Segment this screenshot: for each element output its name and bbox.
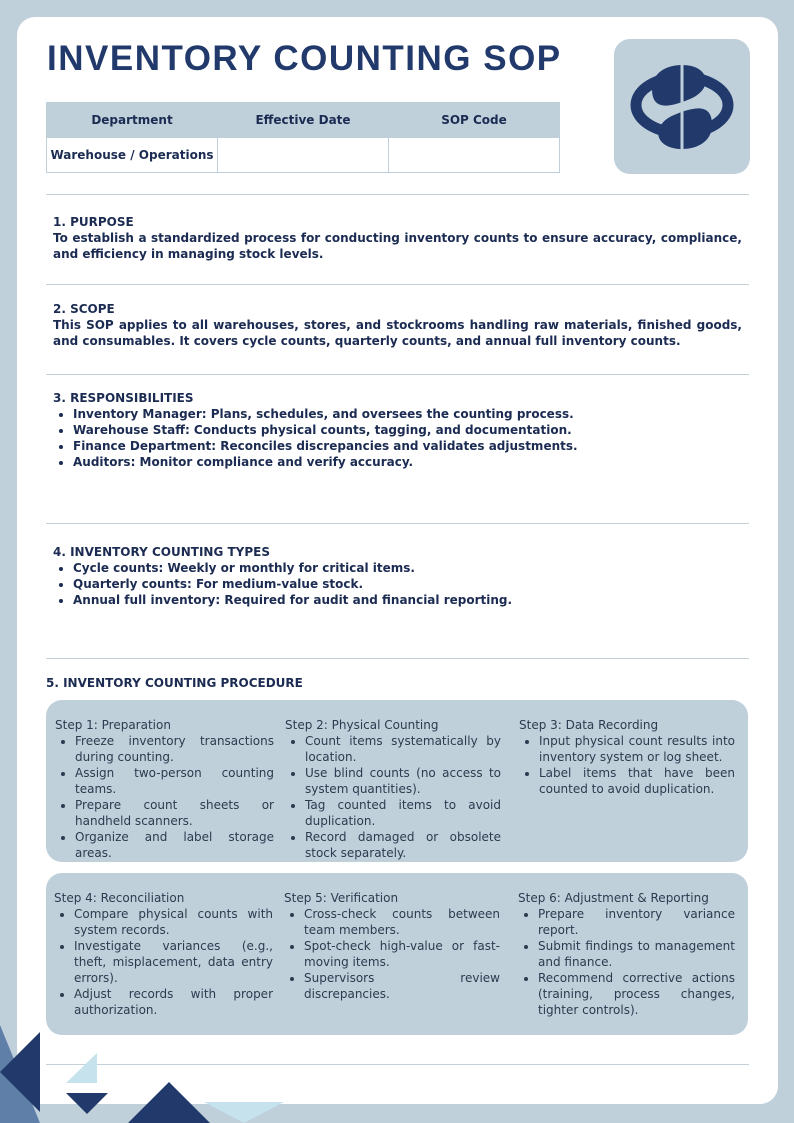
list-item: • Cycle counts: Weekly or monthly for critical items. xyxy=(73,560,742,576)
list-item: • Recommend corrective actions (training, process changes, tighter controls). xyxy=(538,970,735,1018)
page-title: INVENTORY COUNTING SOP xyxy=(47,39,562,78)
list-item: • Tag counted items to avoid duplication. xyxy=(305,797,501,829)
list-item: • Count items systematically by location. xyxy=(305,733,501,765)
list-item: • Label items that have been counted to avoid duplication. xyxy=(539,765,735,797)
list-item: • Cross-check counts between team members. xyxy=(304,906,500,938)
list-item: • Supervisors review discrepancies. xyxy=(304,970,500,1002)
triangle-shape xyxy=(128,1082,210,1123)
sop-code-header: SOP Code xyxy=(389,103,560,138)
list-item: • Compare physical counts with system records. xyxy=(74,906,273,938)
list-item: • Freeze inventory transactions during counting. xyxy=(75,733,274,765)
section-heading: 2. SCOPE xyxy=(53,302,115,316)
department-header: Department xyxy=(47,103,218,138)
section-heading: 4. INVENTORY COUNTING TYPES xyxy=(53,545,270,559)
list-item: • Spot-check high-value or fast-moving items. xyxy=(304,938,500,970)
step-title: Step 4: Reconciliation xyxy=(54,891,185,905)
list-item: • Submit findings to management and finance. xyxy=(538,938,735,970)
list-item: • Input physical count results into inventory system or log sheet. xyxy=(539,733,735,765)
list-item: • Prepare count sheets or handheld scanners. xyxy=(75,797,274,829)
list-item: • Organize and label storage areas. xyxy=(75,829,274,861)
step-title: Step 6: Adjustment & Reporting xyxy=(518,891,709,905)
list-item: • Adjust records with proper authorization. xyxy=(74,986,273,1018)
department-value: Warehouse / Operations xyxy=(47,138,218,173)
triangle-shape xyxy=(204,1102,284,1123)
step-title: Step 5: Verification xyxy=(284,891,399,905)
section-text: This SOP applies to all warehouses, stores, and stockrooms handling raw materials, finished goods, and consumables. It covers cycle counts, quarterly counts, and annual full inventory counts. xyxy=(53,318,742,348)
step-title: Step 3: Data Recording xyxy=(519,718,659,732)
list-item: • Annual full inventory: Required for audit and financial reporting. xyxy=(73,592,742,608)
step-title: Step 1: Preparation xyxy=(55,718,171,732)
list-item: • Finance Department: Reconciles discrepancies and validates adjustments. xyxy=(73,438,742,454)
list-item: • Quarterly counts: For medium-value stock. xyxy=(73,576,742,592)
section-text: To establish a standardized process for conducting inventory counts to ensure accuracy, compliance, and efficiency in managing stock levels. xyxy=(53,231,742,261)
section-heading: 3. RESPONSIBILITIES xyxy=(53,391,194,405)
list-item: • Record damaged or obsolete stock separately. xyxy=(305,829,501,861)
list-item: • Auditors: Monitor compliance and verify accuracy. xyxy=(73,454,742,470)
section-heading: 1. PURPOSE xyxy=(53,215,134,229)
list-item: • Prepare inventory variance report. xyxy=(538,906,735,938)
list-item: • Assign two-person counting teams. xyxy=(75,765,274,797)
triangle-shape xyxy=(66,1093,108,1114)
list-item: • Inventory Manager: Plans, schedules, and oversees the counting process. xyxy=(73,406,742,422)
step-title: Step 2: Physical Counting xyxy=(285,718,439,732)
triangle-shape xyxy=(66,1053,97,1083)
list-item: • Use blind counts (no access to system quantities). xyxy=(305,765,501,797)
effective-date-header: Effective Date xyxy=(218,103,389,138)
procedure-heading: 5. INVENTORY COUNTING PROCEDURE xyxy=(46,676,303,690)
list-item: • Investigate variances (e.g., theft, misplacement, data entry errors). xyxy=(74,938,273,986)
list-item: • Warehouse Staff: Conducts physical counts, tagging, and documentation. xyxy=(73,422,742,438)
